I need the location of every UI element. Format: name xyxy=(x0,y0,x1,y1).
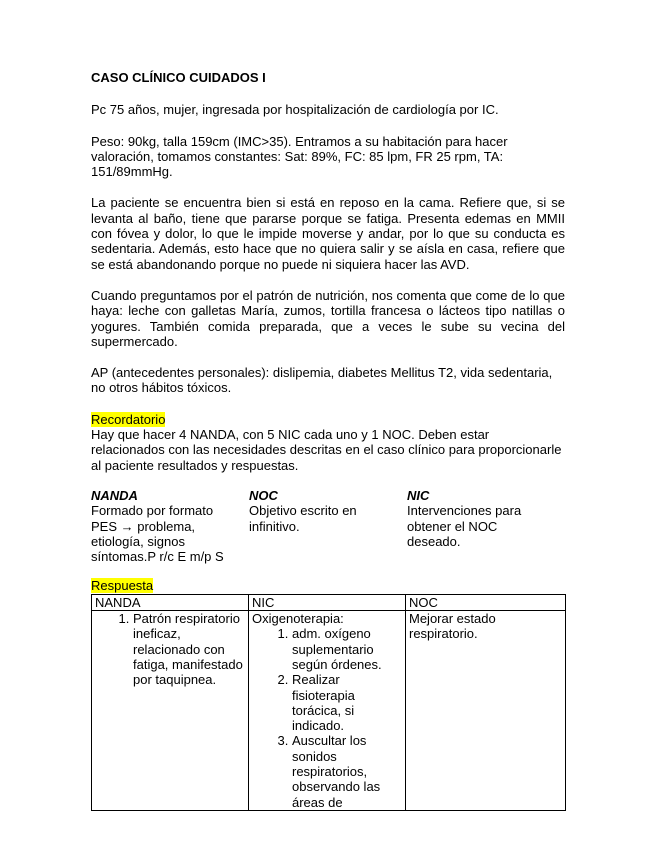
nic-item: 1. adm. oxígeno suplementario según órdenes. xyxy=(292,626,382,672)
answer-label: Respuesta xyxy=(91,578,154,594)
definition-heading: NOC xyxy=(249,487,278,503)
nic-title: Oxigenoterapia: xyxy=(252,611,344,627)
reminder-text: Hay que hacer 4 NANDA, con 5 NIC cada uno y 1 NOC. Deben estar relacionados con las necesidades descritas en el caso clínico para proporcionarle al paciente resultados y respuestas. xyxy=(91,427,562,473)
patient-intro: Pc 75 años, mujer, ingresada por hospitalización de cardiología por IC. xyxy=(91,102,499,118)
definition-nanda xyxy=(91,488,249,564)
definition-heading: NANDA xyxy=(91,487,138,503)
reminder-label: Recordatorio xyxy=(91,411,166,427)
header-nic: NIC xyxy=(249,594,406,610)
answer-table xyxy=(91,594,566,811)
nic-item: 3. Auscultar los sonidos respiratorios, observando las áreas de xyxy=(292,733,382,809)
definition-text: Intervenciones para obtener el NOC deseado. xyxy=(407,503,522,549)
definition-noc xyxy=(249,488,407,564)
nic-cell xyxy=(249,611,406,811)
noc-text: Mejorar estado respiratorio. xyxy=(409,611,496,642)
nanda-cell xyxy=(92,611,249,811)
nanda-item: 1. Patrón respiratorio ineficaz, relacionado con fatiga, manifestado por taquipnea. xyxy=(133,611,245,687)
table-header-row xyxy=(92,594,566,610)
case-description-paragraph: La paciente se encuentra bien si está en reposo en la cama. Refiere que, si se levanta al baño, tiene que pararse porque se fatiga. Presenta edemas en MMII con fóvea y dolor, lo que le impide moverse y andar, por lo que su conducta es sedentaria. Además, esto hace que no quiera salir y se aísla en casa, refiere que se está abandonando porque no puede ni siquiera hacer las AVD. xyxy=(91,195,565,272)
definition-nic xyxy=(407,488,565,564)
table-row xyxy=(92,611,566,811)
nutrition-paragraph: Cuando preguntamos por el patrón de nutrición, nos comenta que come de lo que haya: leche con galletas María, zumos, tortilla francesa o lácteos tipo natillas o yogures. También comida preparada, que a veces le sube su vecina del supermercado. xyxy=(91,287,565,349)
definition-heading: NIC xyxy=(407,487,430,503)
header-nanda: NANDA xyxy=(92,594,249,610)
document-title: CASO CLÍNICO CUIDADOS I xyxy=(91,70,266,85)
header-noc: NOC xyxy=(406,594,566,610)
definition-text: Objetivo escrito en infinitivo. xyxy=(249,503,357,534)
document-page xyxy=(91,70,565,811)
vital-signs-paragraph: Peso: 90kg, talla 159cm (IMC>35). Entramos a su habitación para hacer valoración, tomamos constantes: Sat: 89%, FC: 85 lpm, FR 25 rpm, TA: 151/89mmHg. xyxy=(91,133,508,180)
definition-text: Formado por formato PES → problema, etiología, signos síntomas.P r/c E m/p S xyxy=(91,503,224,565)
nic-item: 2. Realizar fisioterapia torácica, si indicado. xyxy=(292,672,382,733)
noc-cell xyxy=(406,611,566,811)
definitions-row xyxy=(91,488,565,564)
medical-history-paragraph: AP (antecedentes personales): dislipemia, diabetes Mellitus T2, vida sedentaria, no otros hábitos tóxicos. xyxy=(91,365,553,396)
